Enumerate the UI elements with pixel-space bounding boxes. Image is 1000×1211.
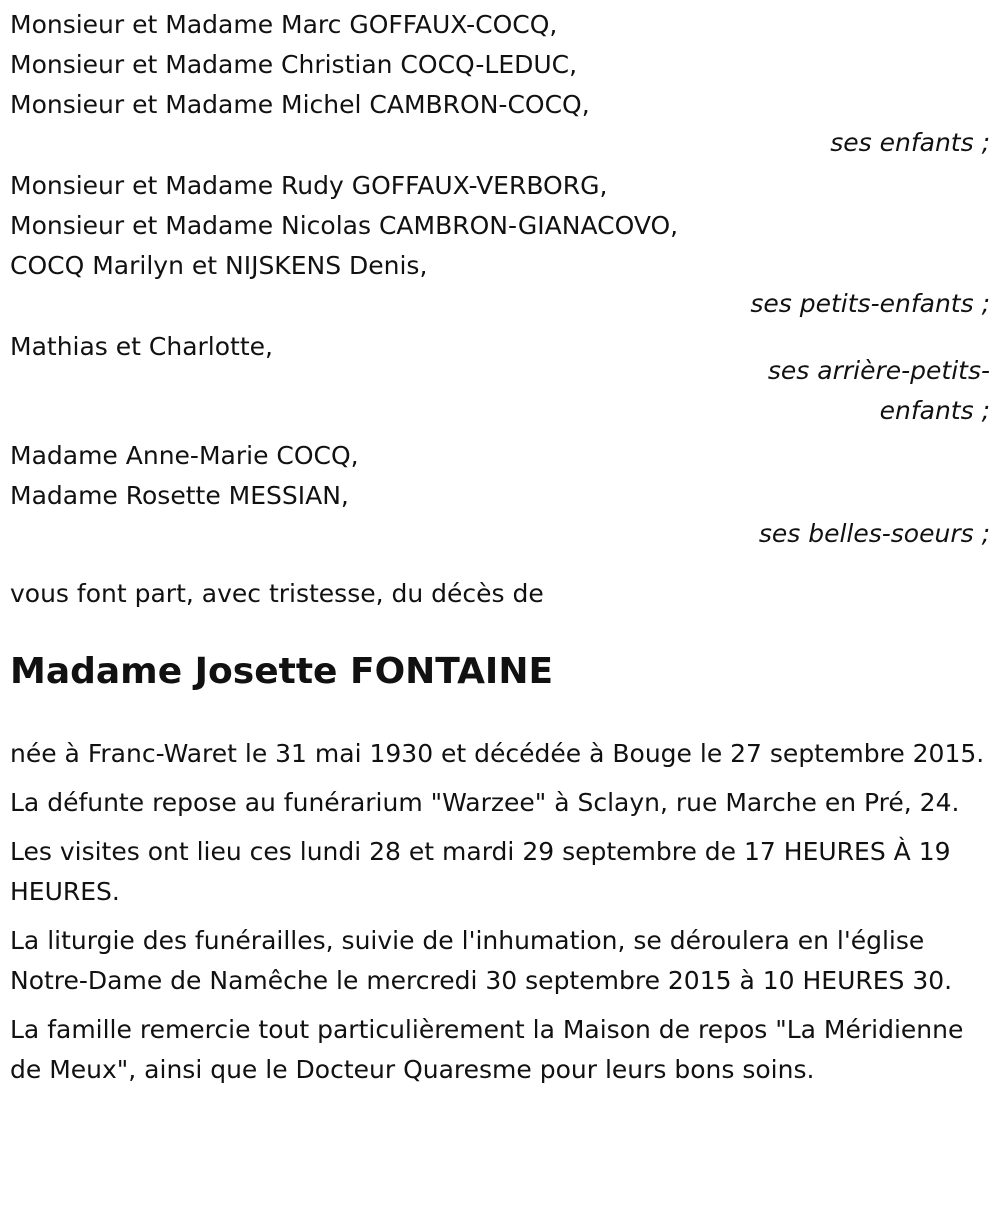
family-member: COCQ Marilyn et NIJSKENS Denis, <box>10 251 428 280</box>
family-member: Monsieur et Madame Marc GOFFAUX-COCQ, <box>10 10 558 39</box>
visits-paragraph: Les visites ont lieu ces lundi 28 et mardi 29 septembre de 17 HEURES À 19 HEURES. <box>10 837 951 906</box>
family-member: Monsieur et Madame Rudy GOFFAUX-VERBORG, <box>10 171 608 200</box>
family-member: Monsieur et Madame Michel CAMBRON-COCQ, <box>10 90 590 119</box>
family-group-children <box>10 5 990 161</box>
family-group-sisters-in-law <box>10 436 990 552</box>
family-member: Madame Anne-Marie COCQ, <box>10 441 359 470</box>
deceased-name: Madame Josette FONTAINE <box>10 651 554 692</box>
family-role: ses arrière-petits-enfants ; <box>767 356 990 425</box>
family-role: ses enfants ; <box>830 128 990 157</box>
obituary-notice <box>10 5 990 1099</box>
liturgy-paragraph: La liturgie des funérailles, suivie de l'inhumation, se déroulera en l'église Notre-Dame de Namêche le mercredi 30 septembre 2015 à 10 HEURES 30. <box>10 926 953 995</box>
family-member: Mathias et Charlotte, <box>10 332 273 361</box>
birth-death-paragraph: née à Franc-Waret le 31 mai 1930 et décédée à Bouge le 27 septembre 2015. <box>10 739 985 768</box>
family-member: Madame Rosette MESSIAN, <box>10 481 349 510</box>
thanks-paragraph: La famille remercie tout particulièrement la Maison de repos "La Méridienne de Meux", ainsi que le Docteur Quaresme pour leurs bons soins. <box>10 1015 964 1084</box>
family-group-great-grandchildren <box>10 327 990 431</box>
repose-paragraph: La défunte repose au funérarium "Warzee" à Sclayn, rue Marche en Pré, 24. <box>10 788 960 817</box>
announcement: vous font part, avec tristesse, du décès de <box>10 579 544 608</box>
family-member: Monsieur et Madame Christian COCQ-LEDUC, <box>10 50 578 79</box>
family-member: Monsieur et Madame Nicolas CAMBRON-GIANACOVO, <box>10 211 679 240</box>
family-role: ses belles-soeurs ; <box>758 519 990 548</box>
family-group-grandchildren <box>10 166 990 322</box>
family-role: ses petits-enfants ; <box>750 289 990 318</box>
